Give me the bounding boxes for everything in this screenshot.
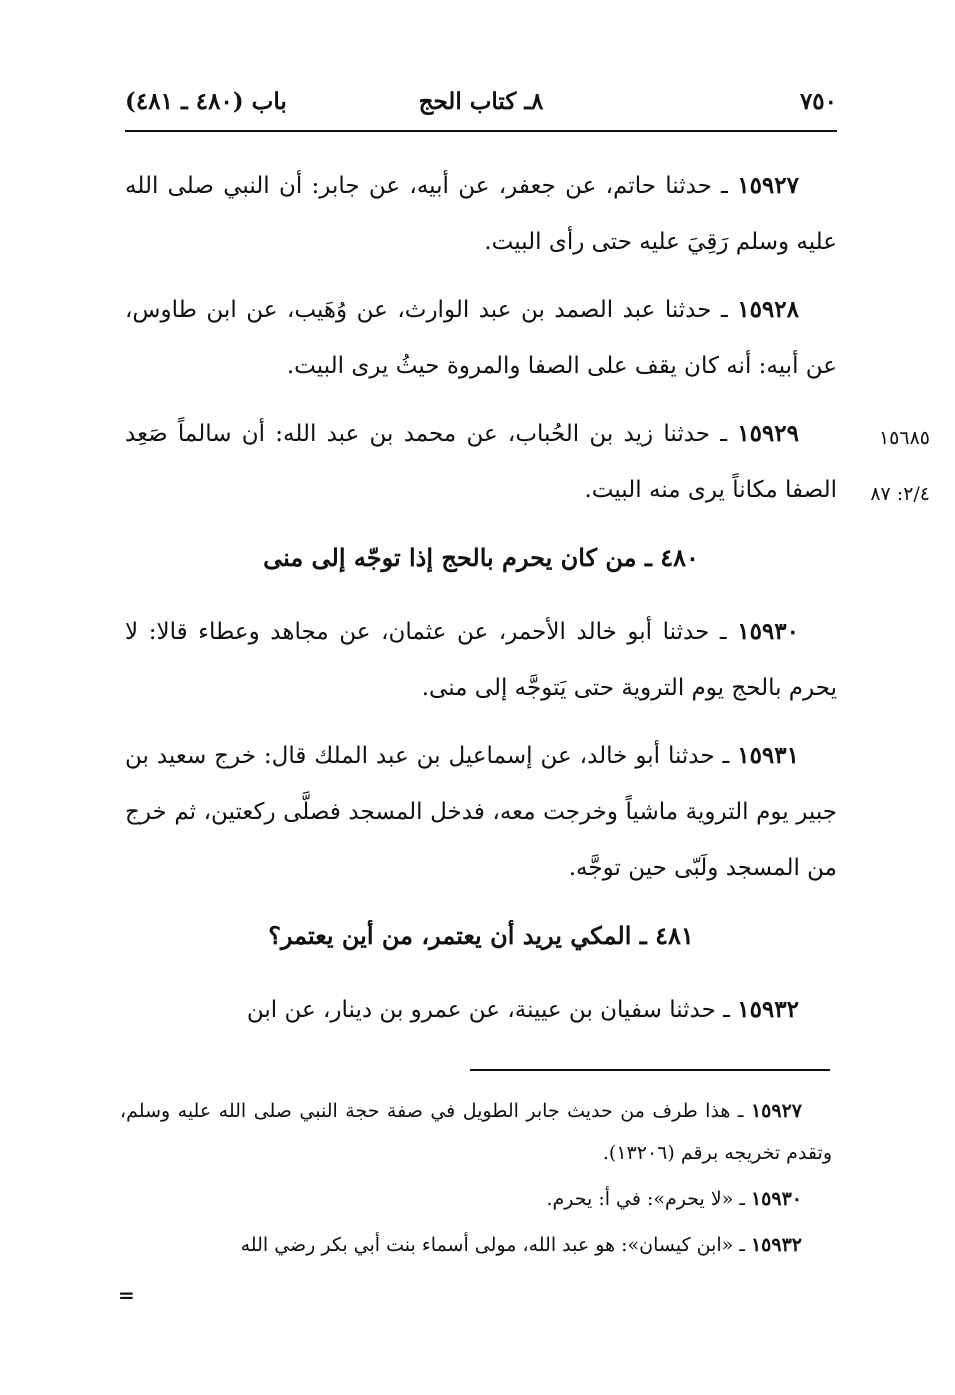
footnote-text: ـ «ابن كيسان»: هو عبد الله، مولى أسماء بنت أبي بكر رضي الله bbox=[240, 1234, 751, 1256]
hadith-number: ١٥٩٢٩ bbox=[737, 420, 799, 447]
hadith-15930 bbox=[125, 604, 837, 716]
book-title: ٨ـ كتاب الحج bbox=[418, 88, 544, 115]
footnote-number: ١٥٩٣٠ bbox=[750, 1188, 802, 1210]
margin-ref-number: ١٥٦٨٥ bbox=[878, 427, 930, 449]
footnote-text: ـ هذا طرف من حديث جابر الطويل في صفة حجة النبي صلى الله عليه وسلم، وتقدم تخريجه برقم (١٣٢٠٦). bbox=[120, 1100, 832, 1164]
hadith-text: ـ حدثنا أبو خالد، عن إسماعيل بن عبد الملك قال: خرج سعيد بن جبير يوم التروية ماشياً وخرجت معه، فدخل المسجد فصلَّى ركعتين، ثم خرج من المسجد ولَبّى حين توجَّه. bbox=[125, 743, 837, 881]
margin-ref-volume: ٢/٤: ٨٧ bbox=[870, 483, 930, 505]
footnote-number: ١٥٩٢٧ bbox=[750, 1100, 802, 1122]
footnotes bbox=[120, 1090, 832, 1270]
hadith-15932 bbox=[125, 982, 837, 1038]
page-number: ٧٥٠ bbox=[799, 88, 837, 115]
hadith-number: ١٥٩٢٨ bbox=[737, 296, 799, 323]
hadith-15928 bbox=[125, 282, 837, 394]
hadith-15929 bbox=[125, 406, 837, 518]
hadith-text: ـ حدثنا حاتم، عن جعفر، عن أبيه، عن جابر: أن النبي صلى الله عليه وسلم رَقِيَ عليه حتى رأى البيت. bbox=[125, 173, 837, 255]
hadith-text: ـ حدثنا عبد الصمد بن عبد الوارث، عن وُهَيب، عن ابن طاوس، عن أبيه: أنه كان يقف على الصفا والمروة حيثُ يرى البيت. bbox=[125, 297, 837, 379]
margin-references bbox=[840, 410, 930, 522]
chapter-range: باب (٤٨٠ ـ ٤٨١) bbox=[125, 88, 287, 115]
hadith-number: ١٥٩٣١ bbox=[737, 742, 799, 769]
hadith-number: ١٥٩٣٢ bbox=[737, 996, 799, 1023]
hadith-text: ـ حدثنا زيد بن الحُباب، عن محمد بن عبد الله: أن سالماً صَعِد الصفا مكاناً يرى منه البيت. bbox=[125, 421, 837, 503]
hadith-text: ـ حدثنا سفيان بن عيينة، عن عمرو بن دينار، عن ابن bbox=[246, 997, 738, 1023]
header-rule bbox=[125, 130, 837, 132]
hadith-number: ١٥٩٢٧ bbox=[737, 172, 799, 199]
running-header bbox=[125, 88, 837, 128]
footnote-15927 bbox=[120, 1090, 832, 1174]
chapter-heading-480: ٤٨٠ ـ من كان يحرم بالحج إذا توجّه إلى منى bbox=[263, 543, 699, 572]
continuation-mark: = bbox=[118, 1283, 135, 1307]
footnote-number: ١٥٩٣٢ bbox=[750, 1234, 802, 1256]
footnote-15932 bbox=[120, 1224, 832, 1266]
hadith-text: ـ حدثنا أبو خالد الأحمر، عن عثمان، عن مجاهد وعطاء قالا: لا يحرم بالحج يوم التروية حتى يَتوجَّه إلى منى. bbox=[125, 619, 837, 701]
footnote-rule bbox=[470, 1069, 830, 1071]
main-text bbox=[125, 158, 837, 1050]
hadith-15927 bbox=[125, 158, 837, 270]
chapter-heading-481: ٤٨١ ـ المكي يريد أن يعتمر، من أين يعتمر؟ bbox=[268, 921, 694, 950]
footnote-text: ـ «لا يحرم»: في أ: يحرم. bbox=[546, 1188, 751, 1210]
hadith-15931 bbox=[125, 728, 837, 896]
hadith-number: ١٥٩٣٠ bbox=[737, 618, 799, 645]
footnote-15930 bbox=[120, 1178, 832, 1220]
